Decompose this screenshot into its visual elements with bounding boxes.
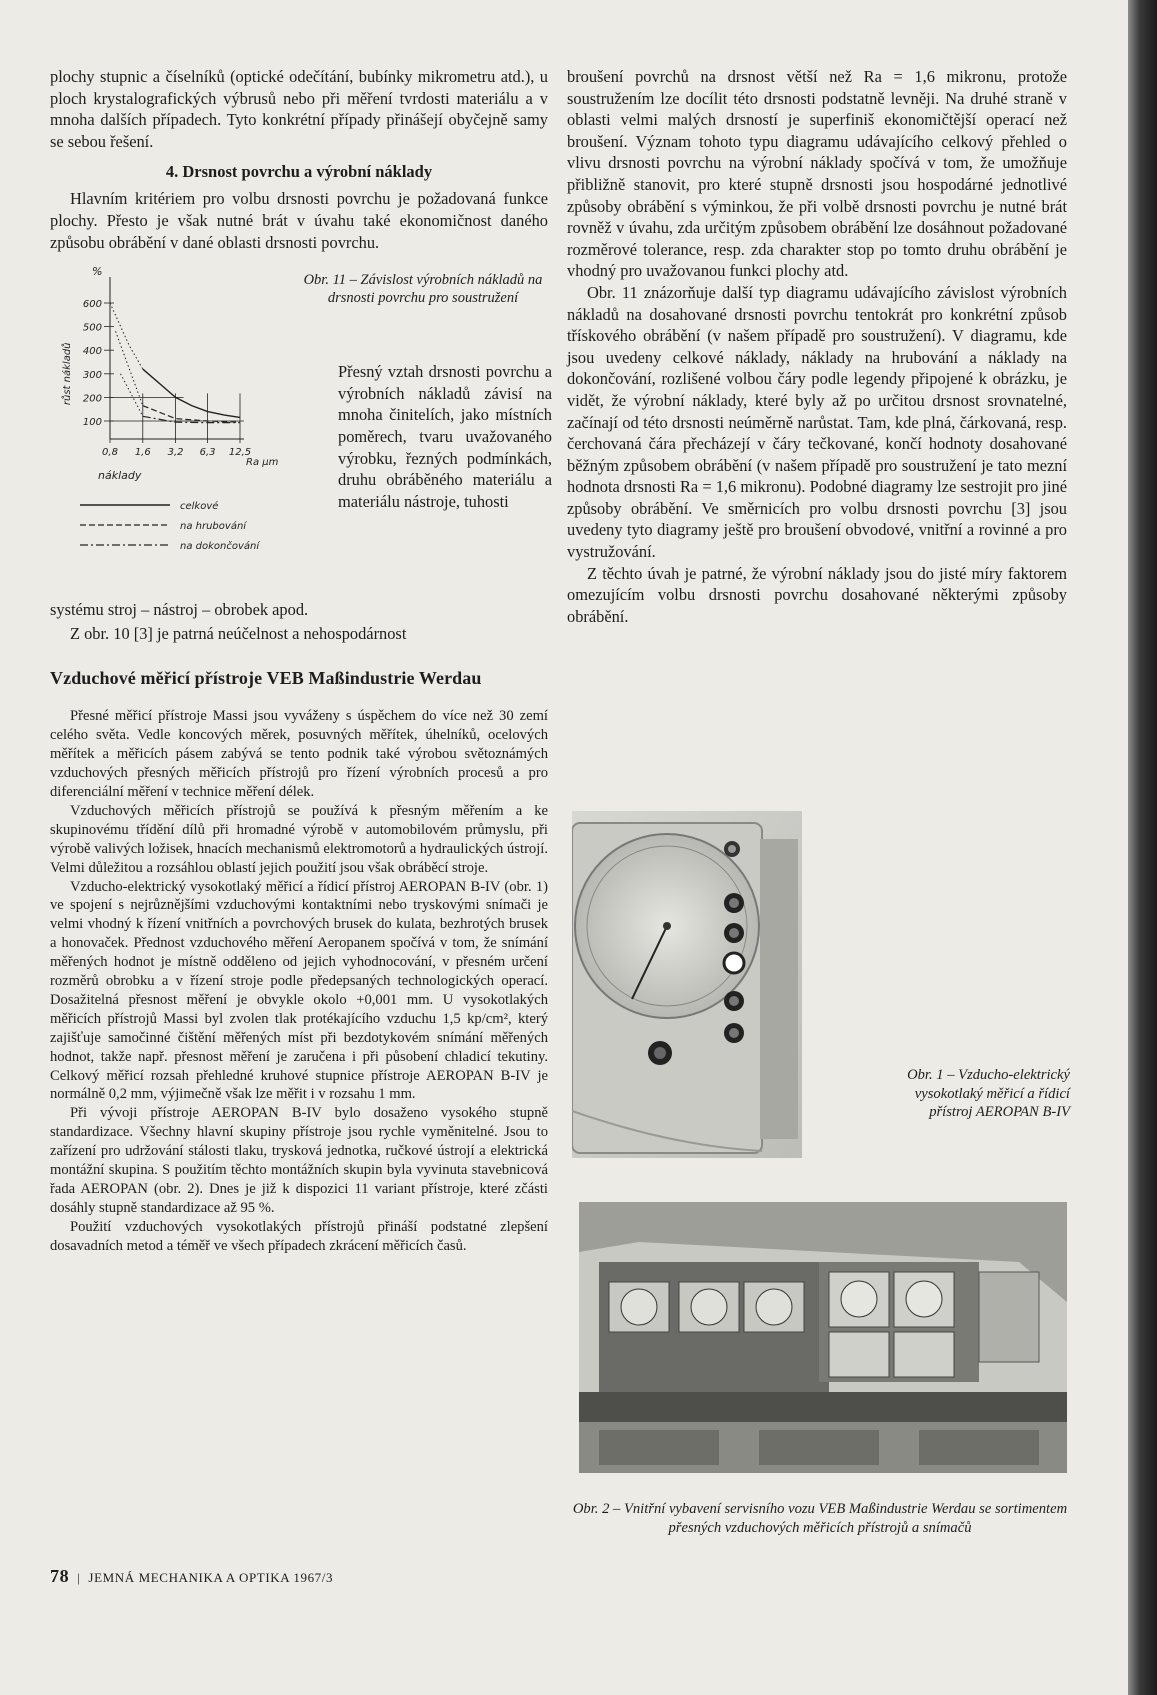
x-tick-label: 0,8: [102, 447, 118, 459]
article-paragraph: Při vývoji přístroje AEROPAN B-IV bylo dosaženo vysokého stupně standardizace. Všechny hlavní skupiny přístroje jsou rychle vyměnitelné. Jsou to zařízení pro udržování stálosti tlaku, trysková jednotka, ručkové ústrojí a elektrická montážní skupina. S použitím těchto montážních skupin byla vyvinuta stavebnicová řada AEROPAN (obr. 2). Dnes je již k dispozici 11 variant přístroje, které zčásti dosáhly stupně standardizace až 95 %.: [50, 1105, 548, 1216]
right-paragraph: Obr. 11 znázorňuje další typ diagramu udávajícího závislost výrobních nákladů na dosahované drsnosti povrchu tentokrát pro konkrétní způsob třískového obrábění (v našem případě pro soustružení). V diagramu, kde jsou uvedeny celkové náklady, náklady na hrubování a náklady na dokončování, rozlišené volbou čáry podle legendy připojené k obrázku, je vidět, že výrobní náklady, které byly až po určitou drsnost srovnatelné, začínají od této drsnosti neúměrně narůstat. Tam, kde plná, čárkovaná, resp. čerchovaná čára přecházejí v čáry tečkované, končí hodnoty dosahované běžným způsobem obrábění (v našem případě pro soustružení je tato mezní hodnota drsnosti Ra = 1,6 mikronu). Podobné diagramy lze sestrojit pro jiné způsoby obrábění. Ve směrnicích pro volbu drsnosti povrchu [3] jsou uvedeny tyto diagramy ještě pro broušení obvodové, vnitřní a rovinné a pro vystružování.: [567, 282, 1067, 562]
article-paragraph: Vzducho-elektrický vysokotlaký měřicí a řídicí přístroj AEROPAN B-IV (obr. 1) ve spojení s nejrůznějšími vzduchovými kontaktními nebo tryskovými snímači je velmi vhodný k řízení vnitřních a povrchových brusek do kulata, bezhrotých brusek a honovaček. Přednost vzduchového měření Aeropanem spočívá v tom, že snímání měřených hodnot je místně odděleno od jejich vyhodnocování, v přesném určení rozměrů obrobku a v řízení stroje podle předepsaných technologických operací. Dosažitelná přesnost měření je obvykle okolo +0,001 mm. U vysokotlakých měřicích přístrojů Massi byl zvolen tlak protékajícího vzduchu 1,5 kp/cm², který zajišťuje samočinné čištění měřených míst při bezdotykovém snímání měřených hodnot, takže např. přesnost měření je zaručena i při působení chladicí tekutiny. Celkový měřicí rozsah přehledné kruhové stupnice přístroje AEROPAN B-IV je normálně 0,2 mm, výjimečně však lze měřit i v rozsahu 1 mm.: [50, 878, 548, 1103]
right-paragraph: Z těchto úvah je patrné, že výrobní náklady jsou do jisté míry faktorem omezujícím volbu drsnosti povrchu dosahované některými způsoby obrábění.: [567, 563, 1067, 626]
figure-1-caption: Obr. 1 – Vzducho-elektrický vysokotlaký měřicí a řídicí přístroj AEROPAN B-IV: [907, 1067, 1070, 1120]
series-line: [143, 406, 240, 423]
article-paragraph: Přesné měřicí přístroje Massi jsou vyváženy s úspěchem do více než 30 zemí celého světa. Vedle koncových měrek, posuvných měřítek, úhelníků, ocelových měřítek a měřicích pásem zabývá se tento podnik také výrobou světoznámých vzduchových přesných měřicích přístrojů pro řízení výrobních procesů a pro diferenciální měření v technice měření délek.: [50, 708, 548, 800]
series-dotted-extension: [116, 331, 143, 405]
x-tick-label: 12,5: [228, 447, 252, 459]
figure-11-wraparound-text: Přesný vztah drsnosti povrchu a výrobních nákladů závisí na mnoha činitelích, jako místních poměrech, tvaru uvažovaného výrobku, řezných podmínkách, druhu obráběného materiálu a materiálu nástroje, tuhosti: [338, 362, 552, 511]
x-unit-label: Ra µm: [246, 457, 279, 469]
series-line: [143, 369, 240, 417]
service-van-interior-photo: [579, 1202, 1067, 1473]
y-tick-label: 600: [82, 299, 102, 311]
figure-11: [50, 261, 552, 599]
x-tick-label: 3,2: [167, 447, 184, 459]
section-4-heading: 4. Drsnost povrchu a výrobní náklady: [165, 162, 433, 182]
x-tick-label: 1,6: [134, 447, 151, 459]
y-axis-label: růst nákladů: [62, 342, 73, 406]
figure-2-caption: Obr. 2 – Vnitřní vybavení servisního vozu VEB Maßindustrie Werdau se sortimentem přesných vzduchových měřicích přístrojů a snímačů: [572, 1501, 1068, 1536]
series-dotted-extension: [121, 374, 143, 416]
y-tick-label: 200: [82, 393, 102, 405]
scan-edge-shadow: [1128, 0, 1157, 1695]
y-tick-label: 400: [82, 346, 102, 358]
article-heading: Vzduchové měřicí přístroje VEB Maßindustrie Werdau: [50, 668, 482, 689]
intro-paragraph: plochy stupnic a číselníků (optické odečítání, bubínky mikrometru atd.), u ploch krystalografických výbrusů nebo při měření tvrdosti materiálu a v mnoha dalších případech. Tyto konkrétní případy přinášejí obyčejně samy se sebou řešení.: [50, 67, 548, 151]
aeropan-instrument-photo: [572, 811, 802, 1158]
y-tick-label: 100: [82, 417, 102, 429]
article-body: [50, 707, 548, 1255]
legend-title: náklady: [98, 469, 142, 483]
legend-label: na dokončování: [180, 541, 260, 553]
y-tick-label: 500: [82, 322, 102, 334]
figure-11-caption: Obr. 11 – Závislost výrobních nákladů na drsnosti povrchu pro soustružení: [303, 272, 543, 307]
page-number: 78: [50, 1566, 70, 1586]
article-paragraph: Použití vzduchových vysokotlakých přístrojů přináší podstatné zlepšení dosavadních metod a téměř ve všech případech zkrácení měřicích časů.: [50, 1218, 548, 1254]
y-unit-label: %: [92, 265, 103, 279]
right-paragraph: broušení povrchů na drsnost větší než Ra = 1,6 mikronu, protože soustružením lze docílit této drsnosti podstatně levněji. Na druhé straně v oblasti velmi malých drsností je superfiniš ekonomičtější operací než broušení. Význam tohoto typu diagramu udávajícího celkový přehled o vlivu drsnosti povrchu na výrobní náklady spočívá v tom, že umožňuje přibližně stanovit, pro které stupně drsnosti jsou hospodárné jednotlivé způsoby obrábění s výminkou, že při volbě drsnosti povrchu je nutné brát rovněž v úvahu, zda určitým způsobem obrábění lze dosáhnout požadované rozměrové tolerance, resp. zda charakter stop po tomto druhu obrábění je vhodný pro uvažovanou funkci plochy atd.: [567, 67, 1067, 281]
section-4-paragraph: Hlavním kritériem pro volbu drsnosti povrchu je požadovaná funkce plochy. Přesto je však nutné brát v úvahu také ekonomičnost daného způsobu obrábění v dané oblasti drsnosti povrchu.: [50, 189, 548, 252]
footer-divider: |: [77, 1570, 81, 1585]
legend-label: na hrubování: [180, 521, 247, 533]
journal-name: JEMNÁ MECHANIKA A OPTIKA 1967/3: [88, 1570, 334, 1585]
right-column: [567, 66, 1067, 627]
page-footer: [50, 1566, 333, 1587]
article-paragraph: Vzduchových měřicích přístrojů se používá k přesným měřením a ke skupinovému třídění dílů při hromadné výrobě v automobilovém průmyslu, při výrobě valivých ložisek, hnacích mechanismů elektromotorů a hydraulických ústrojí. Velmi důležitou a rozsáhlou oblastí jejich použití jsou však obráběcí stroje.: [50, 802, 548, 876]
left-column: [50, 66, 552, 1256]
wraparound-continuation: systému stroj – nástroj – obrobek apod.: [50, 600, 309, 620]
series-dotted-extension: [110, 303, 143, 369]
y-tick-label: 300: [82, 369, 102, 381]
obr10-sentence: Z obr. 10 [3] je patrná neúčelnost a nehospodárnost: [70, 623, 407, 643]
legend-label: celkové: [180, 501, 219, 513]
x-tick-label: 6,3: [199, 447, 216, 459]
